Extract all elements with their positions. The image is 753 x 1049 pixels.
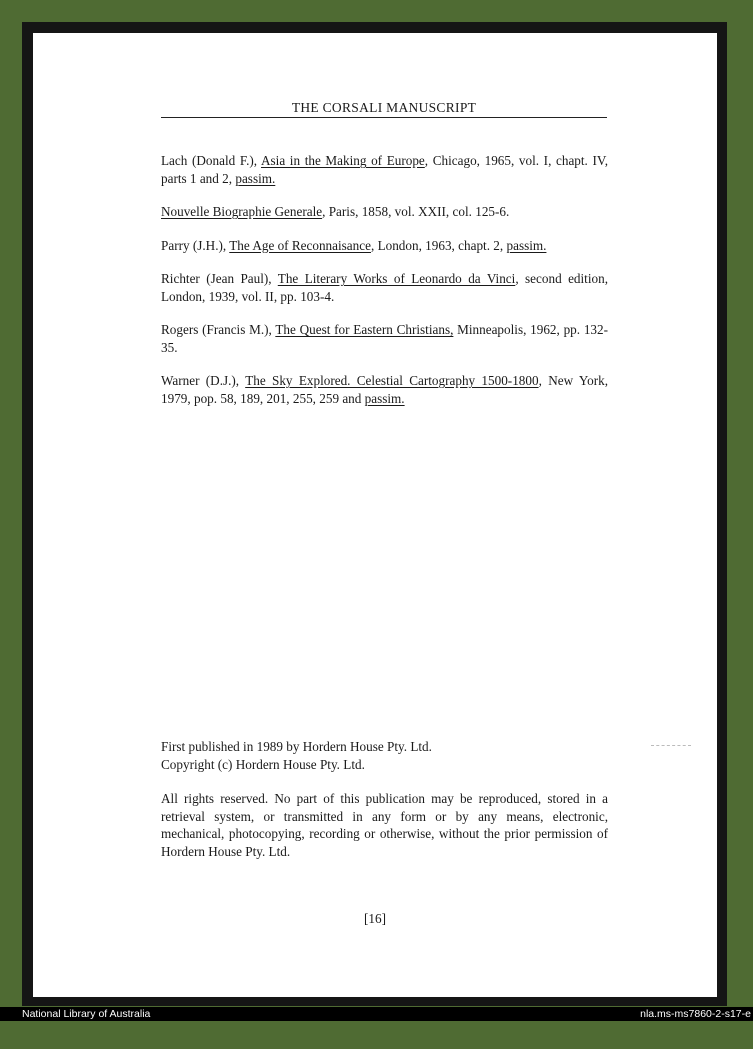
copyright-line: Copyright (c) Hordern House Pty. Ltd.	[161, 756, 365, 772]
bibliography-entry: Warner (D.J.), The Sky Explored. Celestial Cartography 1500-1800, New York, 1979, pop. 58, 189, 201, 255, 259 and passim.	[161, 373, 608, 406]
work-title: Nouvelle Biographie Generale	[161, 204, 323, 219]
work-title: The Age of Reconnaisance	[229, 237, 371, 253]
work-title: Asia in the Making of Europe	[261, 153, 425, 168]
bibliography-entry: Rogers (Francis M.), The Quest for Eastern Christians, Minneapolis, 1962, pp. 132-35.	[161, 322, 608, 355]
work-title: The Sky Explored. Celestial Cartography 1500-1800	[245, 373, 539, 388]
bibliography-list	[161, 152, 608, 423]
work-title: The Quest for Eastern Christians,	[275, 322, 454, 337]
page-number: [16]	[364, 911, 386, 926]
footer-library-name: National Library of Australia	[22, 1008, 151, 1020]
colophon	[161, 738, 608, 860]
rights-statement: All rights reserved. No part of this publication may be reproduced, stored in a retrieval system, or transmitted in any form or by any means, electronic, mechanical, photocopying, recording or otherwise, without the prior permission of Hordern House Pty. Ltd.	[161, 791, 608, 859]
footer-bar	[0, 1007, 753, 1021]
document-page	[33, 33, 717, 997]
bibliography-entry: Lach (Donald F.), Asia in the Making of Europe, Chicago, 1965, vol. I, chapt. IV, parts 1 and 2, passim.	[161, 153, 608, 186]
publication-line: First published in 1989 by Hordern House Pty. Ltd.	[161, 739, 432, 754]
footer-item-id: nla.ms-ms7860-2-s17-e	[640, 1008, 751, 1020]
page-header: THE CORSALI MANUSCRIPT	[161, 100, 607, 118]
work-title: The Literary Works of Leonardo da Vinci	[277, 271, 516, 286]
bibliography-entry: Parry (J.H.), The Age of Reconnaisance, London, 1963, chapt. 2, passim.	[161, 237, 547, 253]
bibliography-entry: Nouvelle Biographie Generale, Paris, 1858, vol. XXII, col. 125-6.	[161, 204, 510, 219]
bibliography-entry: Richter (Jean Paul), The Literary Works of Leonardo da Vinci, second edition, London, 1939, vol. II, pp. 103-4.	[161, 271, 608, 304]
scan-artifact	[651, 745, 691, 747]
